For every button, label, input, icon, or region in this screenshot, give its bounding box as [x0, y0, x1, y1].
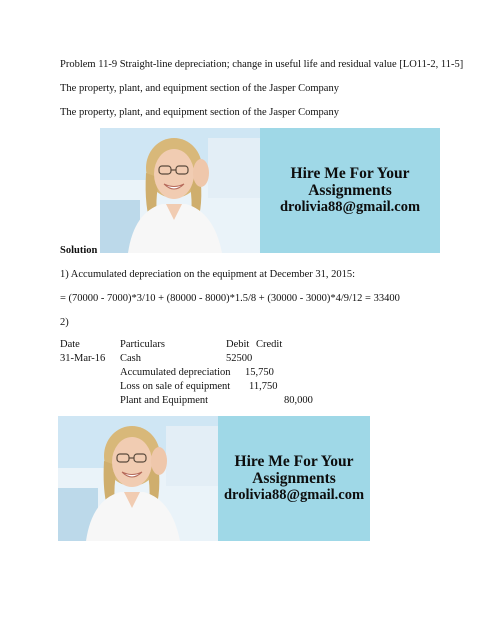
ad-text-block — [218, 416, 370, 541]
header-date: Date — [60, 339, 80, 350]
solution-heading: Solution — [60, 245, 98, 256]
ad-text-block — [260, 128, 440, 253]
row-debit: 15,750 — [245, 367, 274, 378]
problem-title: Problem 11-9 Straight-line depreciation; change in useful life and residual value [LO11-2, 11-5] — [60, 59, 464, 70]
row-particulars: Cash — [120, 353, 141, 364]
part2-label: 2) — [60, 317, 69, 328]
ad-headline: Hire Me For Your — [234, 453, 354, 470]
woman-photo — [100, 128, 260, 253]
header-debit: Debit — [226, 339, 250, 350]
row-debit: 11,750 — [249, 381, 278, 392]
part1-label: 1) Accumulated depreciation on the equipment at December 31, 2015: — [60, 269, 356, 280]
row-particulars: Plant and Equipment — [120, 395, 209, 406]
row-credit: 80,000 — [284, 395, 313, 406]
intro-line-2: The property, plant, and equipment section of the Jasper Company — [60, 107, 339, 118]
ad-banner-1[interactable] — [100, 128, 440, 253]
ad-subheadline: Assignments — [252, 470, 336, 487]
row-date: 31-Mar-16 — [60, 353, 106, 364]
ad-email[interactable]: drolivia88@gmail.com — [279, 199, 421, 215]
ad-subheadline: Assignments — [308, 182, 392, 199]
ad-email[interactable]: drolivia88@gmail.com — [223, 487, 365, 503]
row-debit: 52500 — [226, 353, 253, 364]
row-particulars: Loss on sale of equipment — [120, 381, 231, 392]
header-particulars: Particulars — [120, 339, 165, 350]
part1-formula: = (70000 - 7000)*3/10 + (80000 - 8000)*1.5/8 + (30000 - 3000)*4/9/12 = 33400 — [60, 293, 400, 304]
header-credit: Credit — [256, 339, 283, 350]
ad-headline: Hire Me For Your — [290, 165, 410, 182]
ad-banner-2[interactable] — [58, 416, 370, 541]
row-particulars: Accumulated depreciation — [120, 367, 231, 378]
woman-photo — [58, 416, 218, 541]
intro-line-1: The property, plant, and equipment section of the Jasper Company — [60, 83, 339, 94]
